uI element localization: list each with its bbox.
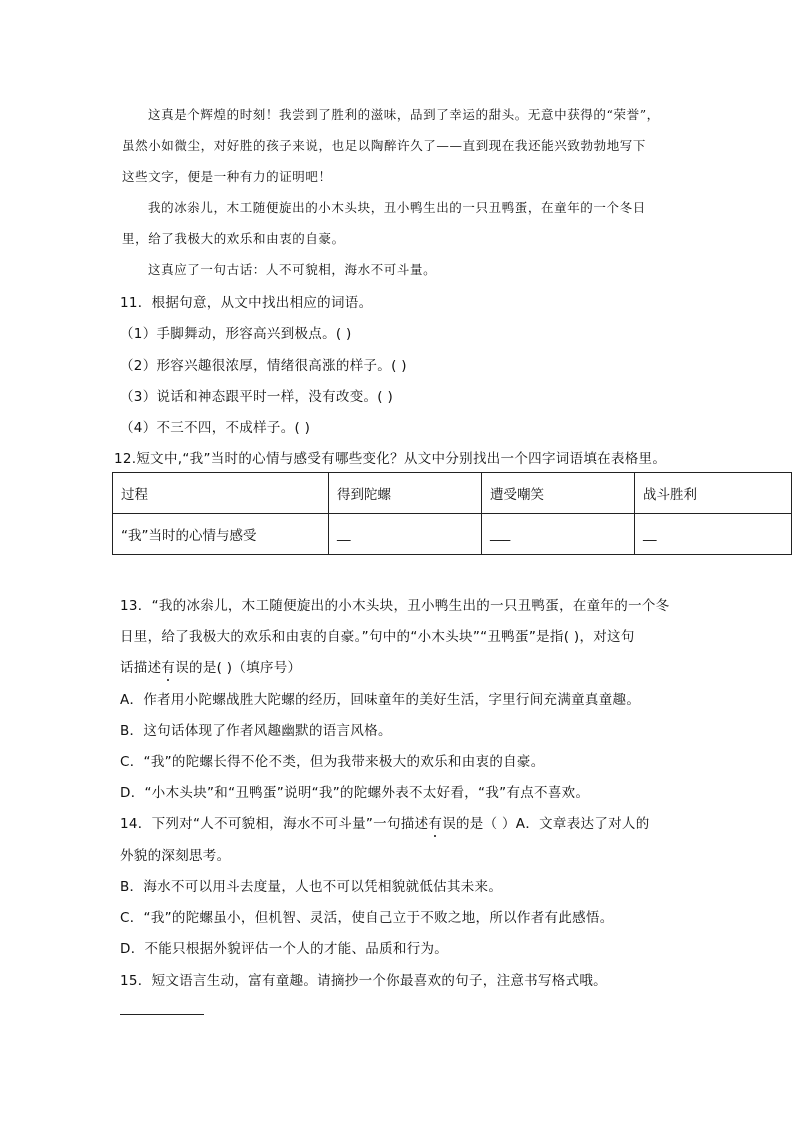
answer-blank[interactable]: __ [635, 514, 792, 555]
question-12-stem: 12.短文中,“我”当时的心情与感受有哪些变化？从文中分别找出一个四字词语填在表格里。 [114, 451, 667, 467]
question-13-option-a: A．作者用小陀螺战胜大陀螺的经历，回味童年的美好生活，字里行间充满童真童趣。 [120, 692, 641, 708]
answer-blank[interactable]: ___ [482, 514, 635, 555]
question-13-option-d: D．“小木头块”和“丑鸭蛋”说明“我”的陀螺外表不太好看，“我”有点不喜欢。 [120, 785, 590, 801]
passage-line: 虽然小如微尘，对好胜的孩子来说，也足以陶醉许久了——直到现在我还能兴致勃勃地写下 [122, 138, 647, 153]
question-11-item: （3）说话和神态跟平时一样，没有改变。( ) [120, 389, 394, 405]
passage-line: 这真是个辉煌的时刻！我尝到了胜利的滋味，品到了幸运的甜头。无意中获得的“荣誉”， [148, 107, 660, 122]
text-segment: 14．下列对“人不可貌相，海水不可斗量”一句描述 [120, 816, 429, 832]
question-14-option-a-cont: 外貌的深刻思考。 [120, 848, 231, 864]
question-13-option-b: B．这句话体现了作者风趣幽默的语言风格。 [120, 723, 392, 739]
table-header-cell: 战斗胜利 [635, 473, 792, 514]
question-14-stem [120, 812, 650, 832]
table-header-cell: 得到陀螺 [329, 473, 482, 514]
table-header-cell: 遭受嘲笑 [482, 473, 635, 514]
question-14-option-b: B．海水不可以用斗去度量，人也不可以凭相貌就低估其未来。 [120, 879, 503, 895]
text-segment: 话描述 [120, 660, 162, 676]
text-segment: 误的是( )（填序号） [175, 660, 302, 676]
question-14-option-d: D．不能只根据外貌评估一个人的才能、品质和行为。 [120, 941, 449, 957]
question-13-stem: 13．“我的冰尜儿，木工随便旋出的小木头块，丑小鸭生出的一只丑鸭蛋，在童年的一个冬 [120, 598, 670, 614]
passage-line: 我的冰尜儿，木工随便旋出的小木头块，丑小鸭生出的一只丑鸭蛋，在童年的一个冬日 [148, 200, 646, 215]
passage-line: 这些文字，便是一种有力的证明吧！ [122, 169, 332, 184]
emphasis-dot-char: 有 [428, 816, 443, 832]
question-11-item: （2）形容兴趣很浓厚，情绪很高涨的样子。( ) [120, 358, 407, 374]
table-row [113, 514, 792, 555]
question-11-stem: 11．根据句意，从文中找出相应的词语。 [120, 295, 373, 311]
question-14-option-c: C．“我”的陀螺虽小，但机智、灵活，使自己立于不败之地，所以作者有此感悟。 [120, 910, 614, 926]
answer-table [112, 472, 792, 555]
passage-line: 里，给了我极大的欢乐和由衷的自豪。 [122, 231, 345, 246]
question-11-item: （1）手脚舞动，形容高兴到极点。( ) [120, 326, 352, 342]
question-15-stem: 15．短文语言生动，富有童趣。请摘抄一个你最喜欢的句子，注意书写格式哦。 [120, 973, 607, 989]
question-13-stem [120, 656, 301, 676]
text-segment: 误的是（ ）A．文章表达了对人的 [442, 816, 650, 832]
table-header-cell: 过程 [113, 473, 329, 514]
answer-line[interactable] [120, 1014, 204, 1015]
passage-line: 这真应了一句古话：人不可貌相，海水不可斗量。 [148, 262, 437, 277]
question-13-stem: 日里，给了我极大的欢乐和由衷的自豪。”句中的“小木头块”“丑鸭蛋”是指( )，对这句 [120, 629, 635, 645]
emphasis-dot-char: 有 [161, 660, 176, 676]
table-row [113, 473, 792, 514]
table-row-label: “我”当时的心情与感受 [113, 514, 329, 555]
answer-blank[interactable]: __ [329, 514, 482, 555]
question-13-option-c: C．“我”的陀螺长得不伦不类，但为我带来极大的欢乐和由衷的自豪。 [120, 754, 545, 770]
question-11-item: （4）不三不四，不成样子。( ) [120, 420, 311, 436]
